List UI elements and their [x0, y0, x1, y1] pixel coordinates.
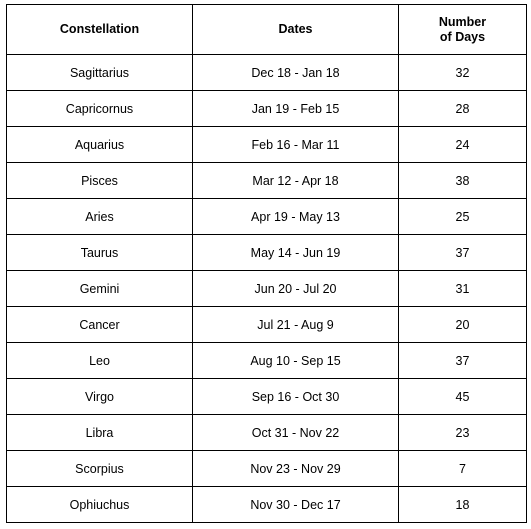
cell-dates: Jun 20 - Jul 20 — [193, 271, 399, 307]
cell-days: 25 — [399, 199, 527, 235]
cell-dates: Apr 19 - May 13 — [193, 199, 399, 235]
cell-days: 7 — [399, 451, 527, 487]
cell-constellation: Leo — [7, 343, 193, 379]
table-row — [7, 307, 527, 343]
cell-constellation: Virgo — [7, 379, 193, 415]
cell-dates: Nov 23 - Nov 29 — [193, 451, 399, 487]
cell-constellation: Pisces — [7, 163, 193, 199]
table-row — [7, 199, 527, 235]
cell-dates: May 14 - Jun 19 — [193, 235, 399, 271]
cell-days: 32 — [399, 55, 527, 91]
cell-dates: Oct 31 - Nov 22 — [193, 415, 399, 451]
table-container — [6, 4, 527, 523]
header-constellation: Constellation — [7, 5, 193, 55]
header-number-of-days-line2: of Days — [439, 29, 486, 44]
cell-dates: Dec 18 - Jan 18 — [193, 55, 399, 91]
table-row — [7, 235, 527, 271]
header-dates: Dates — [193, 5, 399, 55]
cell-dates: Aug 10 - Sep 15 — [193, 343, 399, 379]
cell-constellation: Aquarius — [7, 127, 193, 163]
cell-dates: Mar 12 - Apr 18 — [193, 163, 399, 199]
table-row — [7, 127, 527, 163]
cell-days: 31 — [399, 271, 527, 307]
cell-constellation: Aries — [7, 199, 193, 235]
cell-constellation: Ophiuchus — [7, 487, 193, 523]
cell-days: 45 — [399, 379, 527, 415]
cell-days: 18 — [399, 487, 527, 523]
cell-days: 38 — [399, 163, 527, 199]
table-row — [7, 343, 527, 379]
cell-dates: Feb 16 - Mar 11 — [193, 127, 399, 163]
table-row — [7, 379, 527, 415]
cell-days: 37 — [399, 235, 527, 271]
cell-constellation: Gemini — [7, 271, 193, 307]
header-number-of-days — [399, 5, 527, 55]
cell-constellation: Scorpius — [7, 451, 193, 487]
table-row — [7, 487, 527, 523]
table-row — [7, 55, 527, 91]
table-row — [7, 271, 527, 307]
cell-days: 20 — [399, 307, 527, 343]
constellation-dates-table — [6, 4, 527, 523]
cell-dates: Jul 21 - Aug 9 — [193, 307, 399, 343]
table-row — [7, 163, 527, 199]
cell-dates: Nov 30 - Dec 17 — [193, 487, 399, 523]
cell-dates: Jan 19 - Feb 15 — [193, 91, 399, 127]
cell-constellation: Cancer — [7, 307, 193, 343]
cell-constellation: Sagittarius — [7, 55, 193, 91]
cell-constellation: Capricornus — [7, 91, 193, 127]
cell-days: 23 — [399, 415, 527, 451]
cell-days: 24 — [399, 127, 527, 163]
header-number-of-days-line1: Number — [438, 14, 487, 29]
table-header-row — [7, 5, 527, 55]
cell-constellation: Taurus — [7, 235, 193, 271]
cell-days: 28 — [399, 91, 527, 127]
cell-days: 37 — [399, 343, 527, 379]
cell-dates: Sep 16 - Oct 30 — [193, 379, 399, 415]
table-row — [7, 415, 527, 451]
table-row — [7, 91, 527, 127]
cell-constellation: Libra — [7, 415, 193, 451]
table-row — [7, 451, 527, 487]
